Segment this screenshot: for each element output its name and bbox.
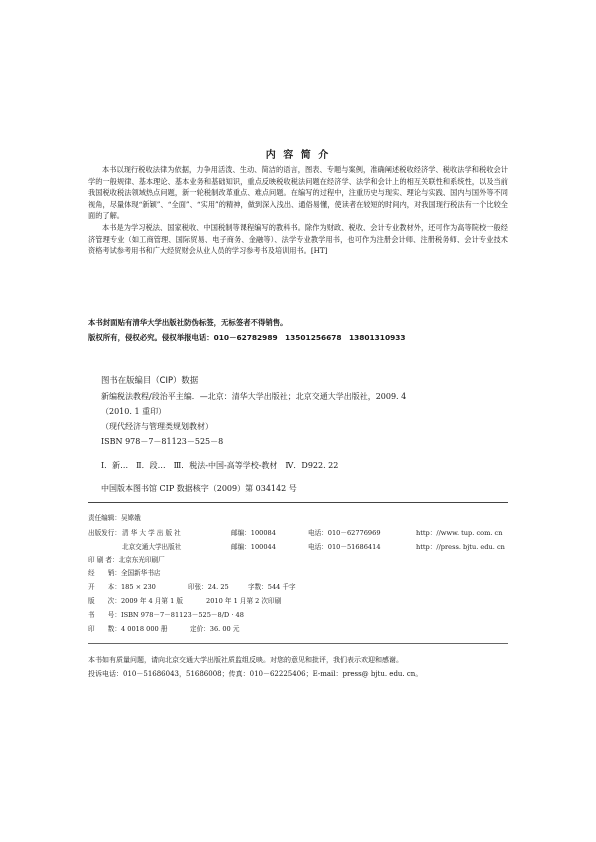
cip-line: （2010. 1 重印）: [101, 407, 167, 416]
price: 定价：36. 00 元: [190, 625, 240, 633]
cip-record-number: 中国版本图书馆 CIP 数据核字（2009）第 034142 号: [101, 484, 297, 493]
summary-title: 内 容 简 介: [265, 150, 331, 161]
format-sheets: 印张：24. 25: [188, 583, 229, 591]
isbn-line: 书 号：ISBN 978－7－81123－525－8/D · 48: [88, 611, 244, 619]
edition-print: 2010 年 1 月第 2 次印刷: [206, 597, 282, 605]
summary-paragraph: 本书以现行税收法律为依据，力争用活泼、生动、简洁的语言，图表、专题与案例，准确阐述税收经济学、税收法学和税收会计学的一般规律、基本理论、基本业务和基础知识，重点反映税收税法问题在经济学、法学和会计上的相互关联性和系统性，以及当前我国税收税法领域热点问题，新一轮税制改革重点、难点问题。在编写的过程中，注重历史与现实、理论与实践、国内与国外等不同视角，尽量体现“新颖”、“全面”、“实用”的精神，做到深入浅出、通俗易懂，使读者在较短的时间内，对我国现行税法有一个比较全面的了解。: [88, 165, 508, 221]
quality-notice: 本书如有质量问题，请向北京交通大学出版社质监组反映。对您的意见和批评，我们表示欢迎和感谢。: [88, 656, 403, 664]
publisher-website: http：//www. tup. com. cn: [416, 529, 503, 537]
publisher-name: 清 华 大 学 出 版 社: [122, 529, 181, 537]
divider: [88, 643, 508, 644]
format-size: 开 本：185 × 230: [88, 583, 156, 591]
copies-count: 印 数：4 0018 000 册: [88, 625, 168, 633]
cip-line: （现代经济与管理类规划教材）: [101, 422, 213, 431]
copyright-notice: 版权所有，侵权必究。侵权举报电话：010－62782989 13501256678 13801310933: [88, 333, 406, 342]
publisher-phone: 电话：010－51686414: [308, 543, 381, 551]
cip-line: 新编税法教程/段治平主编．—北京：清华大学出版社；北京交通大学出版社，2009. 4: [101, 392, 407, 401]
printer-line: 印 刷 者：北京东光印刷厂: [88, 556, 165, 564]
publisher-label: 出版发行：: [88, 529, 121, 537]
publisher-name: 北京交通大学出版社: [122, 543, 182, 551]
anti-counterfeit-notice: 本书封面贴有清华大学出版社防伪标签，无标签者不得销售。: [88, 318, 288, 327]
summary-body: [88, 164, 508, 257]
summary-paragraph: 本书是为学习税法、国家税收、中国税制等课程编写的教科书。除作为财政、税收、会计专业教材外，还可作为高等院校一般经济管理专业（如工商管理、国际贸易、电子商务、金融等）、法学专业教学用书，也可作为注册会计师、注册税务师、会计专业技术资格考试参考用书和广大经贸财会从业人员的学习参考书及培训用书。[HT]: [88, 222, 508, 256]
publisher-postcode: 邮编：100044: [231, 543, 276, 551]
editor-line: 责任编辑：吴嫦娥: [88, 514, 141, 522]
format-words: 字数：544 千字: [248, 583, 296, 591]
cip-line: ISBN 978－7－81123－525－8: [101, 437, 224, 446]
cip-classification: Ⅰ．新… Ⅱ．段… Ⅲ．税法-中国-高等学校-教材 Ⅳ．D922. 22: [101, 461, 339, 470]
complaint-contact: 投诉电话：010－51686043，51686008；传真：010－62225406；E-mail：press@ bjtu. edu. cn。: [88, 670, 423, 678]
edition-first: 版 次：2009 年 4 月第 1 版: [88, 597, 183, 605]
cip-heading: 图书在版编目（CIP）数据: [101, 375, 199, 385]
publisher-website: http：//press. bjtu. edu. cn: [416, 543, 505, 551]
divider: [88, 502, 508, 503]
distributor-line: 经 销：全国新华书店: [88, 569, 161, 577]
publisher-phone: 电话：010－62776969: [308, 529, 381, 537]
publisher-postcode: 邮编：100084: [231, 529, 276, 537]
